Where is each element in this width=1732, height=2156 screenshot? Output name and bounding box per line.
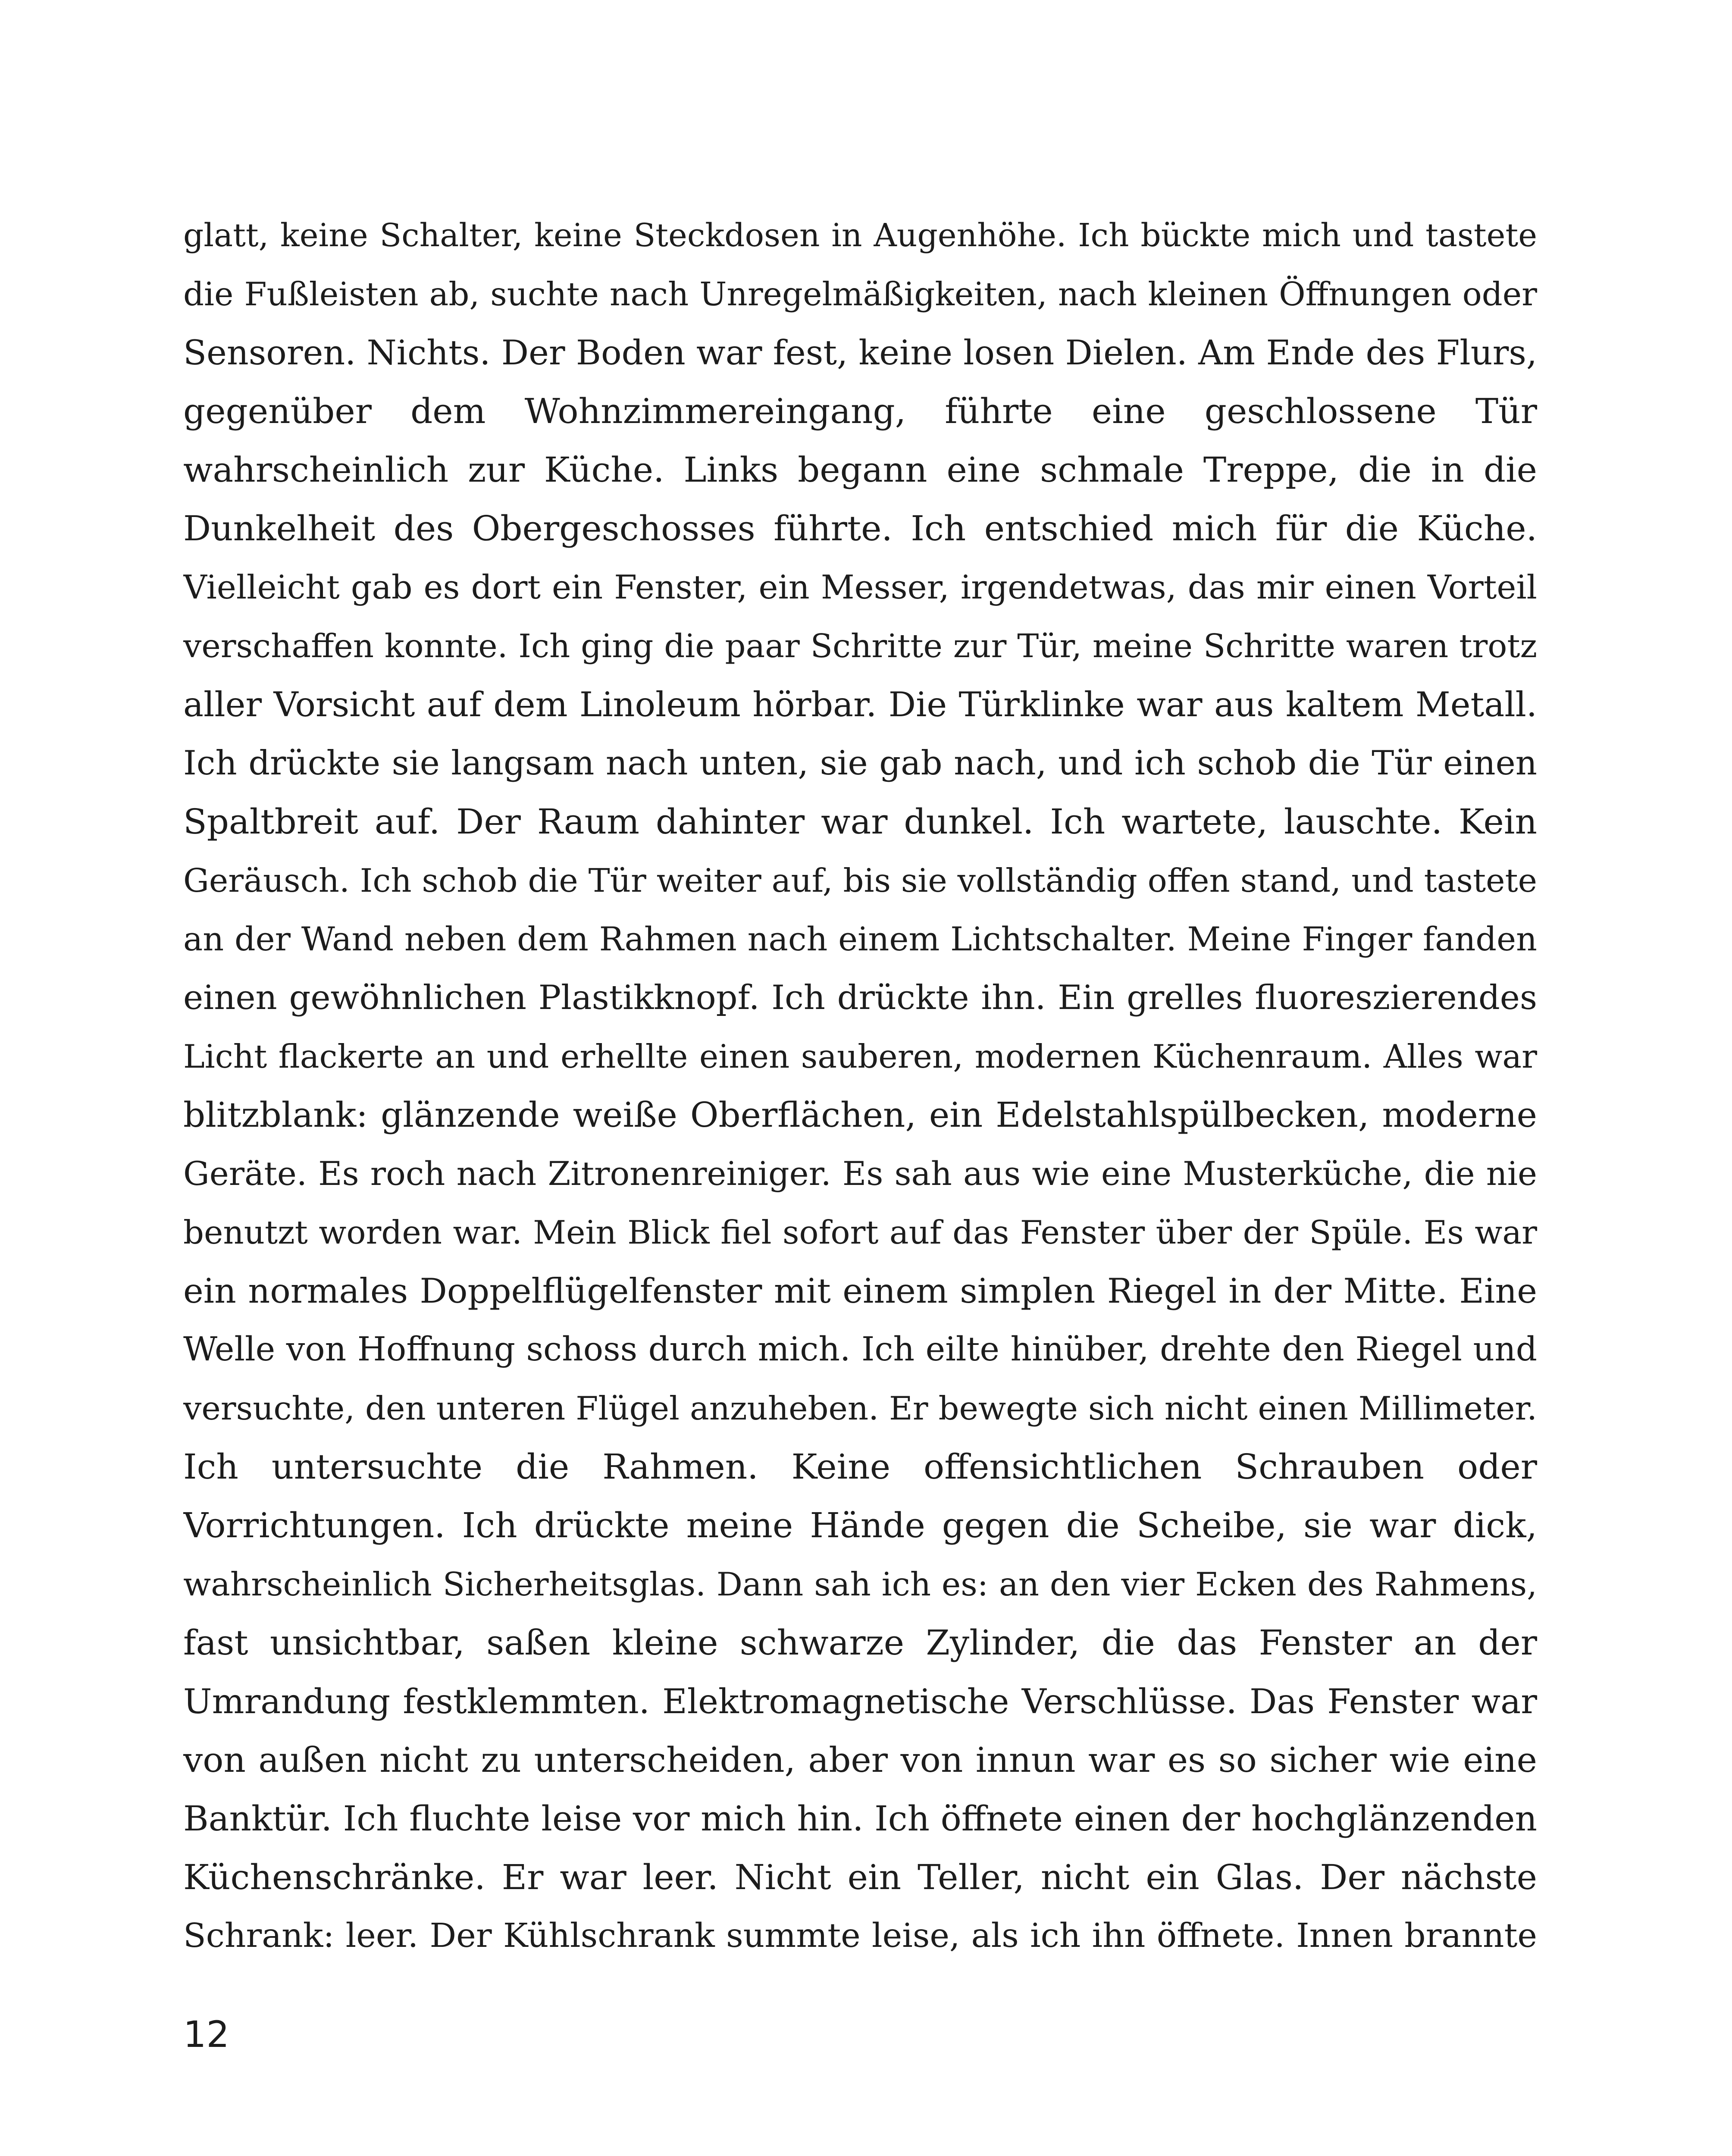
text-line: die Fußleisten ab, suchte nach Unregelmäßigkeiten, nach kleinen Öffnungen oder xyxy=(183,275,1537,313)
text-line: Geräte. Es roch nach Zitronenreiniger. Es sah aus wie eine Musterküche, die nie xyxy=(183,1154,1537,1193)
text-line: Ich untersuchte die Rahmen. Keine offensichtlichen Schrauben oder xyxy=(183,1447,1537,1487)
text-line: Vorrichtungen. Ich drückte meine Hände gegen die Scheibe, sie war dick, xyxy=(183,1505,1537,1545)
text-line: Licht flackerte an und erhellte einen sauberen, modernen Küchenraum. Alles war xyxy=(183,1037,1537,1075)
text-line: ein normales Doppelflügelfenster mit einem simplen Riegel in der Mitte. Eine xyxy=(183,1271,1537,1311)
text-line: aller Vorsicht auf dem Linoleum hörbar. Die Türklinke war aus kaltem Metall. xyxy=(183,685,1537,724)
text-line: Schrank: leer. Der Kühlschrank summte leise, als ich ihn öffnete. Innen brannte xyxy=(183,1917,1537,1955)
text-line: einen gewöhnlichen Plastikknopf. Ich drückte ihn. Ein grelles fluoreszierendes xyxy=(183,978,1537,1017)
text-line: Vielleicht gab es dort ein Fenster, ein Messer, irgendetwas, das mir einen Vorteil xyxy=(183,568,1537,606)
text-line: benutzt worden war. Mein Blick fiel sofort auf das Fenster über der Spüle. Es war xyxy=(183,1213,1537,1251)
text-line: versuchte, den unteren Flügel anzuheben. Er bewegte sich nicht einen Millimeter. xyxy=(183,1389,1537,1427)
text-line: Dunkelheit des Obergeschosses führte. Ich entschied mich für die Küche. xyxy=(183,508,1537,548)
page-number: 12 xyxy=(183,2013,229,2056)
text-line: verschaffen konnte. Ich ging die paar Schritte zur Tür, meine Schritte waren trotz xyxy=(183,627,1537,665)
text-line: fast unsichtbar, saßen kleine schwarze Zylinder, die das Fenster an der xyxy=(183,1623,1537,1663)
text-line: Spaltbreit auf. Der Raum dahinter war dunkel. Ich wartete, lauschte. Kein xyxy=(183,802,1537,842)
text-line: wahrscheinlich Sicherheitsglas. Dann sah ich es: an den vier Ecken des Rahmens, xyxy=(183,1565,1537,1603)
text-line: Küchenschränke. Er war leer. Nicht ein Teller, nicht ein Glas. Der nächste xyxy=(183,1857,1537,1897)
text-line: gegenüber dem Wohnzimmereingang, führte eine geschlossene Tür xyxy=(183,391,1537,431)
text-line: Banktür. Ich fluchte leise vor mich hin. Ich öffnete einen der hochglänzenden xyxy=(183,1799,1537,1839)
text-line: Umrandung festklemmten. Elektromagnetische Verschlüsse. Das Fenster war xyxy=(183,1682,1537,1721)
text-line: Welle von Hoffnung schoss durch mich. Ich eilte hinüber, drehte den Riegel und xyxy=(183,1330,1537,1369)
body-text xyxy=(183,206,1537,1965)
text-line: blitzblank: glänzende weiße Oberflächen, ein Edelstahlspülbecken, moderne xyxy=(183,1095,1537,1135)
text-line: an der Wand neben dem Rahmen nach einem Lichtschalter. Meine Finger fanden xyxy=(183,920,1537,958)
text-line: Ich drückte sie langsam nach unten, sie gab nach, und ich schob die Tür einen xyxy=(183,744,1537,783)
text-line: glatt, keine Schalter, keine Steckdosen in Augenhöhe. Ich bückte mich und tastete xyxy=(183,217,1537,254)
text-line: von außen nicht zu unterscheiden, aber von innun war es so sicher wie eine xyxy=(183,1740,1537,1780)
text-line: Sensoren. Nichts. Der Boden war fest, keine losen Dielen. Am Ende des Flurs, xyxy=(183,333,1537,373)
text-line: wahrscheinlich zur Küche. Links begann eine schmale Treppe, die in die xyxy=(183,450,1537,490)
text-line: Geräusch. Ich schob die Tür weiter auf, bis sie vollständig offen stand, und tastete xyxy=(183,862,1537,899)
